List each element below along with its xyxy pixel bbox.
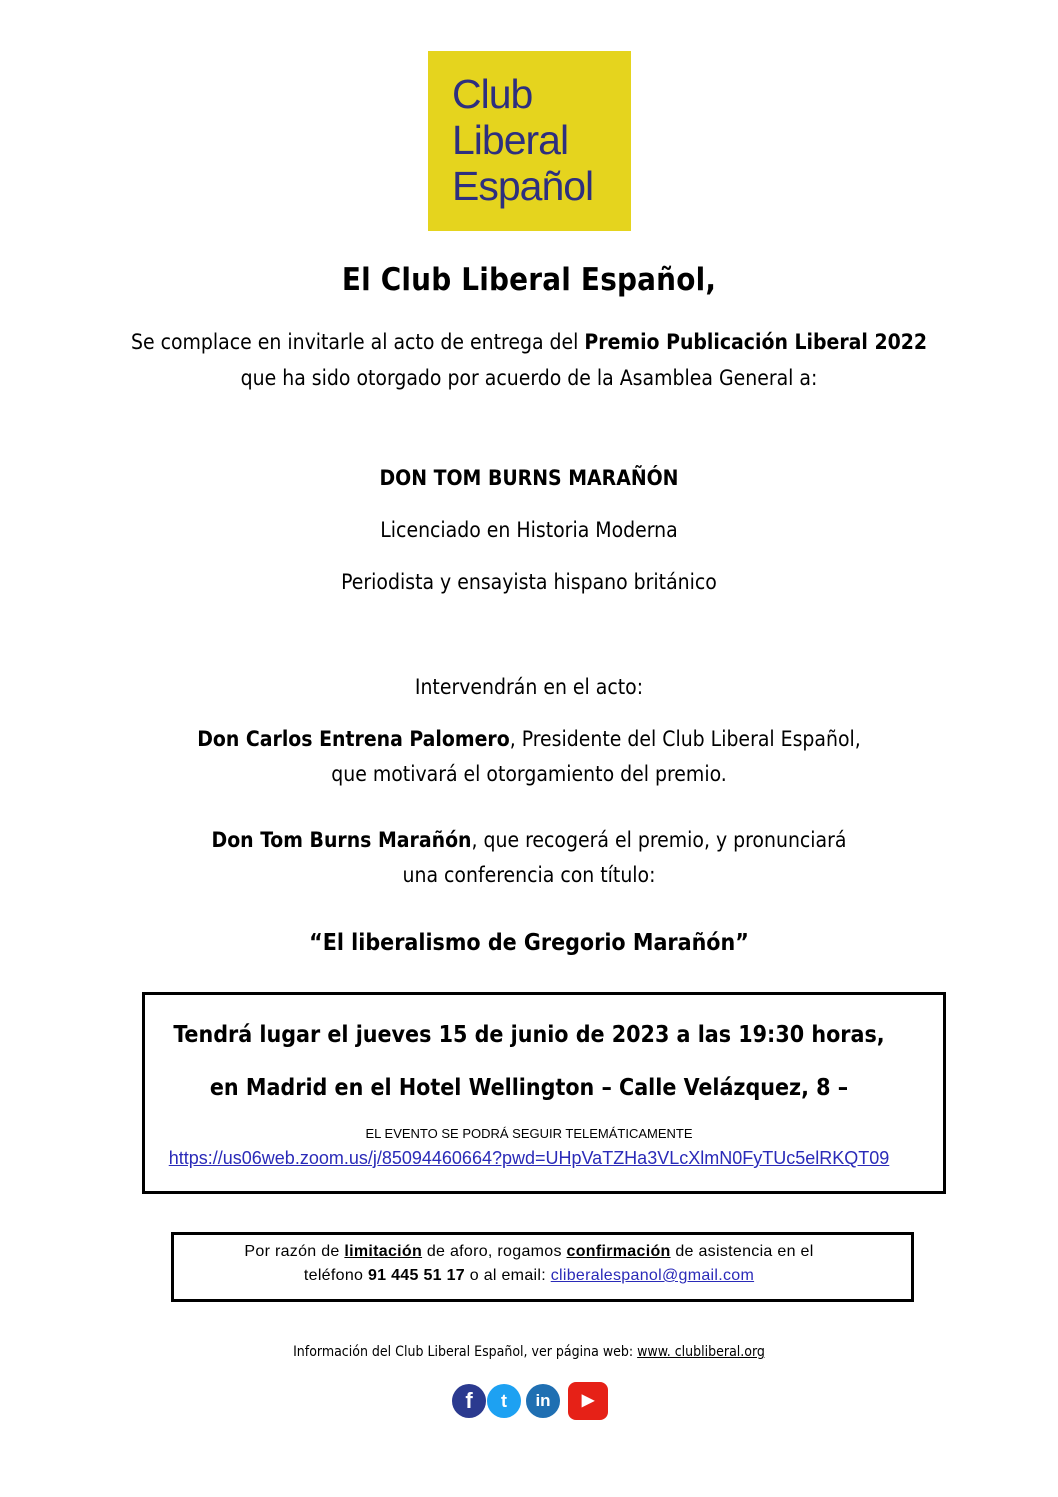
award-name: Premio Publicación Liberal 2022	[584, 330, 928, 354]
speakers-heading: Intervendrán en el acto:	[414, 675, 644, 699]
speaker-2-name: Don Tom Burns Marañón	[211, 828, 472, 852]
twitter-icon[interactable]	[487, 1384, 521, 1418]
rsvp-text: teléfono	[303, 1267, 368, 1284]
rsvp-line-1	[0, 1243, 1058, 1261]
event-place: en Madrid en el Hotel Wellington – Calle Velázquez, 8 –	[209, 1075, 849, 1101]
linkedin-icon[interactable]	[526, 1384, 560, 1418]
speaker-1-line-2: que motivará el otorgamiento del premio.	[331, 762, 727, 786]
rsvp-limitation: limitación	[344, 1243, 423, 1260]
speaker-1-role: , Presidente del Club Liberal Español,	[509, 727, 861, 751]
honoree-degree: Licenciado en Historia Moderna	[380, 518, 678, 542]
rsvp-text: de aforo, rogamos	[422, 1243, 567, 1260]
rsvp-phone: 91 445 51 17	[367, 1267, 465, 1284]
facebook-icon[interactable]	[452, 1384, 486, 1418]
youtube-icon[interactable]	[568, 1382, 608, 1420]
twitter-glyph: t	[501, 1391, 507, 1411]
event-date: Tendrá lugar el jueves 15 de junio de 2023 a las 19:30 horas,	[173, 1022, 885, 1048]
linkedin-glyph: in	[535, 1391, 551, 1410]
rsvp-text: Por razón de	[244, 1243, 345, 1260]
rsvp-line-2	[0, 1267, 1058, 1285]
footer-info	[0, 1344, 1058, 1360]
facebook-glyph: f	[465, 1388, 473, 1413]
speaker-1-name: Don Carlos Entrena Palomero	[197, 727, 510, 751]
rsvp-text: de asistencia en el	[670, 1243, 814, 1260]
intro-line-2: que ha sido otorgado por acuerdo de la Asamblea General a:	[240, 366, 818, 390]
speaker-2-line	[0, 828, 1058, 852]
page-title: El Club Liberal Español,	[341, 262, 717, 298]
intro-line-1	[0, 330, 1058, 354]
rsvp-confirmation: confirmación	[566, 1243, 671, 1260]
website-link[interactable]: www. clubliberal.org	[637, 1344, 765, 1360]
logo-text-line: Club	[452, 71, 533, 117]
speaker-1-line	[0, 727, 1058, 751]
logo-text-line: Español	[452, 163, 594, 209]
lecture-title: “El liberalismo de Gregorio Marañón”	[309, 930, 749, 956]
rsvp-email-link[interactable]: cliberalespanol@gmail.com	[550, 1267, 755, 1284]
intro-text: Se complace en invitarle al acto de entrega del	[130, 330, 585, 354]
speaker-2-role: , que recogerá el premio, y pronunciará	[471, 828, 847, 852]
club-logo	[428, 51, 631, 231]
online-note: EL EVENTO SE PODRÁ SEGUIR TELEMÁTICAMENTE	[365, 1126, 693, 1141]
speaker-2-line-2: una conferencia con título:	[402, 863, 656, 887]
footer-text: Información del Club Liberal Español, ver página web:	[293, 1344, 638, 1360]
rsvp-text: o al email:	[465, 1267, 551, 1284]
zoom-link[interactable]: https://us06web.zoom.us/j/85094460664?pwd=UHpVaTZHa3VLcXlmN0FyTUc5elRKQT09	[168, 1148, 890, 1168]
honoree-name: DON TOM BURNS MARAÑÓN	[379, 466, 679, 490]
youtube-glyph: ▶	[581, 1392, 595, 1409]
logo-text-line: Liberal	[452, 117, 569, 163]
honoree-profession: Periodista y ensayista hispano británico	[341, 570, 717, 594]
zoom-link-row	[0, 1148, 1058, 1169]
